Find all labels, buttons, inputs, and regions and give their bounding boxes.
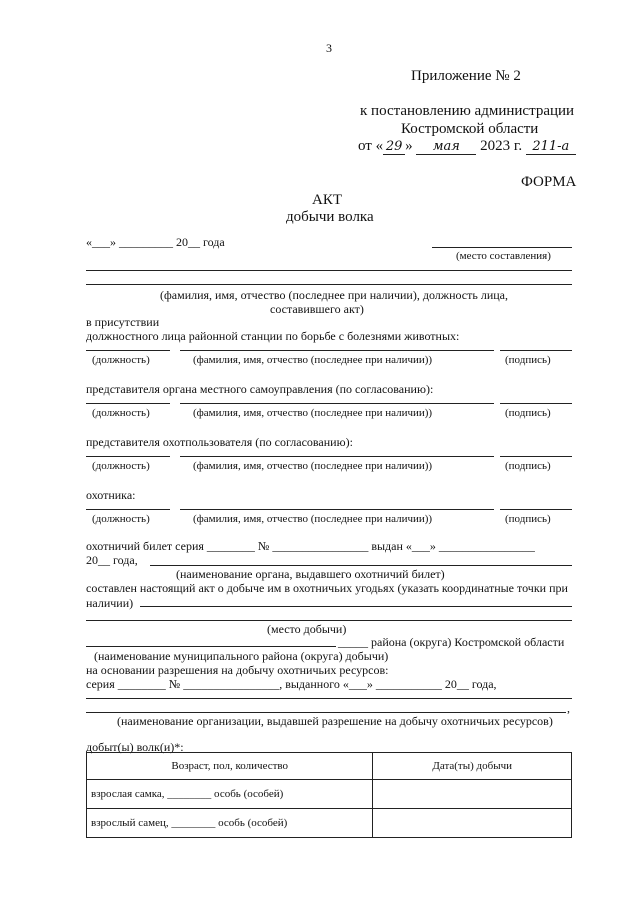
ticket-year: 20__ года, [86, 553, 138, 567]
coords-line [140, 606, 572, 607]
district-line: _____ района (округа) Костромской области [338, 635, 565, 649]
caught-label: добыт(ы) волк(и)*: [86, 740, 184, 754]
sig4-fio-line [180, 509, 494, 510]
table-header-row [87, 753, 572, 780]
hunt-user-label: представителя охотпользователя (по согласованию): [86, 435, 353, 449]
permit-org-line-2 [86, 712, 566, 713]
composer-line-1 [86, 270, 572, 271]
header-age-sex-count: Возраст, пол, количество [87, 753, 373, 780]
sig2-fio-line [180, 403, 494, 404]
row-female-date [373, 780, 572, 809]
sig2-signature-caption: (подпись) [505, 407, 551, 419]
sig3-signature-caption: (подпись) [505, 460, 551, 472]
sig3-fio-line [180, 456, 494, 457]
permit-basis: на основании разрешения на добычу охотничьих ресурсов: [86, 663, 389, 677]
permit-line: серия ________ № ________________, выданного «___» ___________ 20__ года, [86, 677, 497, 691]
act-title: АКТ [312, 192, 342, 208]
permit-comma: , [567, 701, 570, 715]
sig4-signature-line [500, 509, 572, 510]
sig3-fio-caption: (фамилия, имя, отчество (последнее при наличии)) [193, 460, 433, 472]
row-female: взрослая самка, ________ особь (особей) [87, 780, 373, 809]
district-caption: (наименование муниципального района (округа) добычи) [94, 649, 389, 663]
composed-text-1: составлен настоящий акт о добыче им в охотничьих угодьях (указать координатные точки при [86, 581, 568, 595]
sig2-position-line [86, 403, 170, 404]
appendix-line1: к постановлению администрации [360, 103, 575, 119]
form-label: ФОРМА [521, 174, 577, 190]
place-catch-caption: (место добычи) [267, 622, 347, 636]
composer-caption-2: составившего акт) [270, 302, 364, 316]
in-presence: в присутствии [86, 315, 160, 329]
permit-org-line-1 [86, 698, 572, 699]
ticket-caption: (наименование органа, выдавшего охотничий билет) [176, 567, 445, 581]
appendix-title: Приложение № 2 [411, 68, 521, 84]
sig1-signature-line [500, 350, 572, 351]
act-subtitle: добычи волка [286, 209, 374, 225]
sig3-position-line [86, 456, 170, 457]
date-prefix: от « [358, 138, 384, 154]
ticket-line: охотничий билет серия ________ № ________________ выдан «___» ________________ [86, 539, 535, 553]
row-male: взрослый самец, ________ особь (особей) [87, 809, 373, 838]
sig4-position-line [86, 509, 170, 510]
date-number: 211-а [526, 139, 576, 155]
sig3-signature-line [500, 456, 572, 457]
place-caption: (место составления) [456, 250, 551, 262]
local-gov-label: представителя органа местного самоуправления (по согласованию): [86, 382, 434, 396]
sig1-fio-line [180, 350, 494, 351]
date-year: 2023 г. [480, 138, 523, 154]
sig2-signature-line [500, 403, 572, 404]
sig2-fio-caption: (фамилия, имя, отчество (последнее при наличии)) [193, 407, 433, 419]
official-label: должностного лица районной станции по борьбе с болезнями животных: [86, 329, 460, 343]
page-number: 3 [326, 41, 332, 55]
wolf-table [86, 752, 572, 838]
header-catch-date: Дата(ты) добычи [373, 753, 572, 780]
place-line [432, 247, 572, 248]
date-mid: » [405, 138, 413, 154]
appendix-line2: Костромской области [401, 121, 539, 137]
appendix-date-line [358, 138, 576, 155]
date-day: 29 [383, 139, 405, 155]
sig1-position-caption: (должность) [92, 354, 150, 366]
sig4-signature-caption: (подпись) [505, 513, 551, 525]
table-row [87, 809, 572, 838]
hunter-label: охотника: [86, 488, 136, 502]
composer-caption: (фамилия, имя, отчество (последнее при наличии), должность лица, [160, 288, 508, 302]
district-name-line [86, 646, 336, 647]
ticket-issuer-line [150, 565, 572, 566]
sig3-position-caption: (должность) [92, 460, 150, 472]
composed-text-2: наличии) [86, 596, 134, 610]
sig1-fio-caption: (фамилия, имя, отчество (последнее при наличии)) [193, 354, 433, 366]
composer-line-2 [86, 284, 572, 285]
permit-caption: (наименование организации, выдавшей разрешение на добычу охотничьих ресурсов) [117, 714, 553, 728]
sig2-position-caption: (должность) [92, 407, 150, 419]
sig1-position-line [86, 350, 170, 351]
sig1-signature-caption: (подпись) [505, 354, 551, 366]
table-row [87, 780, 572, 809]
date-line: «___» _________ 20__ года [86, 235, 225, 249]
date-month: мая [416, 139, 476, 155]
place-catch-line [86, 620, 572, 621]
sig4-position-caption: (должность) [92, 513, 150, 525]
row-male-date [373, 809, 572, 838]
sig4-fio-caption: (фамилия, имя, отчество (последнее при наличии)) [193, 513, 433, 525]
